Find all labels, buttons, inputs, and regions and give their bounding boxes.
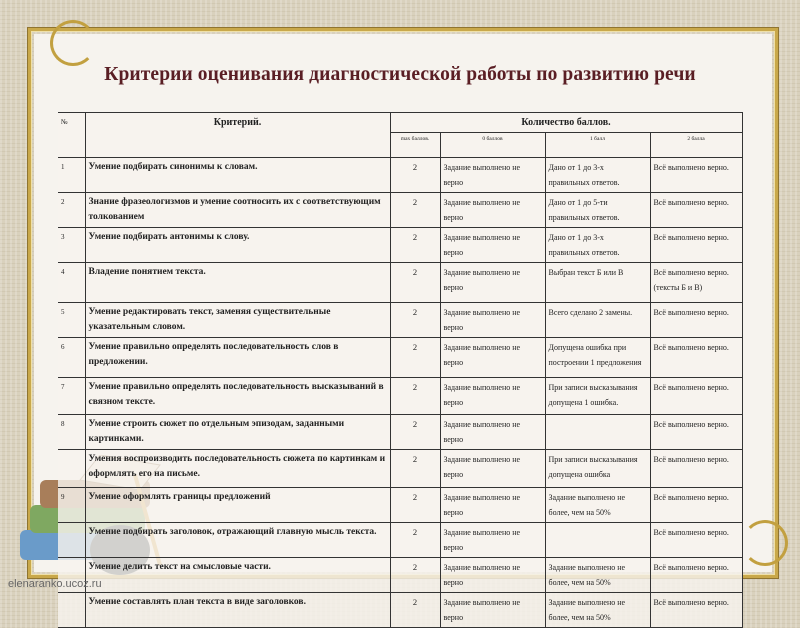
points-0-cell: Задание выполнено не верно: [440, 488, 545, 523]
max-points-cell: 2: [390, 158, 440, 193]
row-number: [58, 593, 85, 628]
row-number: 2: [58, 193, 85, 228]
points-2-cell: Всё выполнено верно.: [650, 378, 742, 415]
points-2-cell: Всё выполнено верно.: [650, 338, 742, 378]
table-row: [58, 558, 742, 593]
subheader-1: 1 балл: [545, 133, 650, 158]
points-0-cell: Задание выполнено не верно: [440, 263, 545, 303]
row-number: 9: [58, 488, 85, 523]
points-2-cell: Всё выполнено верно.: [650, 193, 742, 228]
table-row: [58, 593, 742, 628]
row-number: 6: [58, 338, 85, 378]
points-0-cell: Задание выполнено не верно: [440, 593, 545, 628]
points-0-cell: Задание выполнено не верно: [440, 450, 545, 488]
points-2-cell: Всё выполнено верно.: [650, 523, 742, 558]
max-points-cell: 2: [390, 488, 440, 523]
points-1-cell: При записи высказывания допущена ошибка: [545, 450, 650, 488]
points-2-cell: Всё выполнено верно.: [650, 228, 742, 263]
criterion-cell: Умение строить сюжет по отдельным эпизодам, заданными картинками.: [85, 415, 390, 450]
row-number: [58, 523, 85, 558]
max-points-cell: 2: [390, 338, 440, 378]
points-1-cell: Допущена ошибка при построении 1 предложения: [545, 338, 650, 378]
criterion-cell: Умения воспроизводить последовательность сюжета по картинкам и оформлять его на письме.: [85, 450, 390, 488]
corner-ornament-icon: [50, 20, 96, 66]
row-number: 5: [58, 303, 85, 338]
table-row: [58, 488, 742, 523]
points-0-cell: Задание выполнено не верно: [440, 228, 545, 263]
points-2-cell: Всё выполнено верно.: [650, 558, 742, 593]
points-2-cell: Всё выполнено верно. (тексты Б и В): [650, 263, 742, 303]
corner-ornament-icon: [742, 520, 788, 566]
criterion-cell: Умение делить текст на смысловые части.: [85, 558, 390, 593]
criterion-cell: Умение редактировать текст, заменяя существительные указательным словом.: [85, 303, 390, 338]
points-1-cell: Всего сделано 2 замены.: [545, 303, 650, 338]
table-row: [58, 158, 742, 193]
criterion-cell: Знание фразеологизмов и умение соотносить их с соответствующим толкованием: [85, 193, 390, 228]
header-num: №: [58, 113, 85, 158]
max-points-cell: 2: [390, 378, 440, 415]
table-row: [58, 415, 742, 450]
criterion-cell: Умение подбирать заголовок, отражающий главную мысль текста.: [85, 523, 390, 558]
points-0-cell: Задание выполнено не верно: [440, 303, 545, 338]
row-number: 4: [58, 263, 85, 303]
criteria-table: [58, 112, 743, 628]
points-1-cell: Задание выполнено не более, чем на 50%: [545, 488, 650, 523]
row-number: 8: [58, 415, 85, 450]
points-0-cell: Задание выполнено не верно: [440, 338, 545, 378]
points-0-cell: Задание выполнено не верно: [440, 158, 545, 193]
subheader-0: 0 баллов: [440, 133, 545, 158]
points-2-cell: Всё выполнено верно.: [650, 593, 742, 628]
criterion-cell: Умение подбирать антонимы к слову.: [85, 228, 390, 263]
points-1-cell: Задание выполнено не более, чем на 50%: [545, 593, 650, 628]
header-criterion: Критерий.: [85, 113, 390, 158]
row-number: 7: [58, 378, 85, 415]
max-points-cell: 2: [390, 228, 440, 263]
criterion-cell: Умение составлять план текста в виде заголовков.: [85, 593, 390, 628]
points-1-cell: Дано от 1 до 5-ти правильных ответов.: [545, 193, 650, 228]
table-row: [58, 303, 742, 338]
points-0-cell: Задание выполнено не верно: [440, 558, 545, 593]
points-0-cell: Задание выполнено не верно: [440, 415, 545, 450]
points-1-cell: При записи высказывания допущена 1 ошибка.: [545, 378, 650, 415]
table-row: [58, 228, 742, 263]
max-points-cell: 2: [390, 415, 440, 450]
table-row: [58, 450, 742, 488]
table-row: [58, 263, 742, 303]
criterion-cell: Владение понятием текста.: [85, 263, 390, 303]
table-row: [58, 523, 742, 558]
points-1-cell: Дано от 1 до 3-х правильных ответов.: [545, 228, 650, 263]
table-row: [58, 338, 742, 378]
criterion-cell: Умение оформлять границы предложений: [85, 488, 390, 523]
row-number: [58, 450, 85, 488]
table-row: [58, 378, 742, 415]
slide-title: Критерии оценивания диагностической работы по развитию речи: [104, 64, 696, 85]
subheader-2: 2 балла: [650, 133, 742, 158]
points-1-cell: Выбран текст Б или В: [545, 263, 650, 303]
points-1-cell: [545, 523, 650, 558]
points-0-cell: Задание выполнено не верно: [440, 378, 545, 415]
max-points-cell: 2: [390, 450, 440, 488]
points-2-cell: Всё выполнено верно.: [650, 303, 742, 338]
max-points-cell: 2: [390, 303, 440, 338]
max-points-cell: 2: [390, 558, 440, 593]
max-points-cell: 2: [390, 263, 440, 303]
points-2-cell: Всё выполнено верно.: [650, 158, 742, 193]
criterion-cell: Умение подбирать синонимы к словам.: [85, 158, 390, 193]
table-row: [58, 193, 742, 228]
header-points: Количество баллов.: [390, 113, 742, 133]
points-1-cell: Дано от 1 до 3-х правильных ответов.: [545, 158, 650, 193]
watermark: elenaranko.ucoz.ru: [8, 578, 102, 590]
points-2-cell: Всё выполнено верно.: [650, 415, 742, 450]
subheader-max: max баллов.: [390, 133, 440, 158]
criterion-cell: Умение правильно определять последовательность высказываний в связном тексте.: [85, 378, 390, 415]
points-1-cell: Задание выполнено не более, чем на 50%: [545, 558, 650, 593]
points-1-cell: [545, 415, 650, 450]
points-0-cell: Задание выполнено не верно: [440, 193, 545, 228]
points-2-cell: Всё выполнено верно.: [650, 450, 742, 488]
row-number: 1: [58, 158, 85, 193]
max-points-cell: 2: [390, 193, 440, 228]
points-2-cell: Всё выполнено верно.: [650, 488, 742, 523]
row-number: 3: [58, 228, 85, 263]
points-0-cell: Задание выполнено не верно: [440, 523, 545, 558]
max-points-cell: 2: [390, 593, 440, 628]
criterion-cell: Умение правильно определять последовательность слов в предложении.: [85, 338, 390, 378]
max-points-cell: 2: [390, 523, 440, 558]
